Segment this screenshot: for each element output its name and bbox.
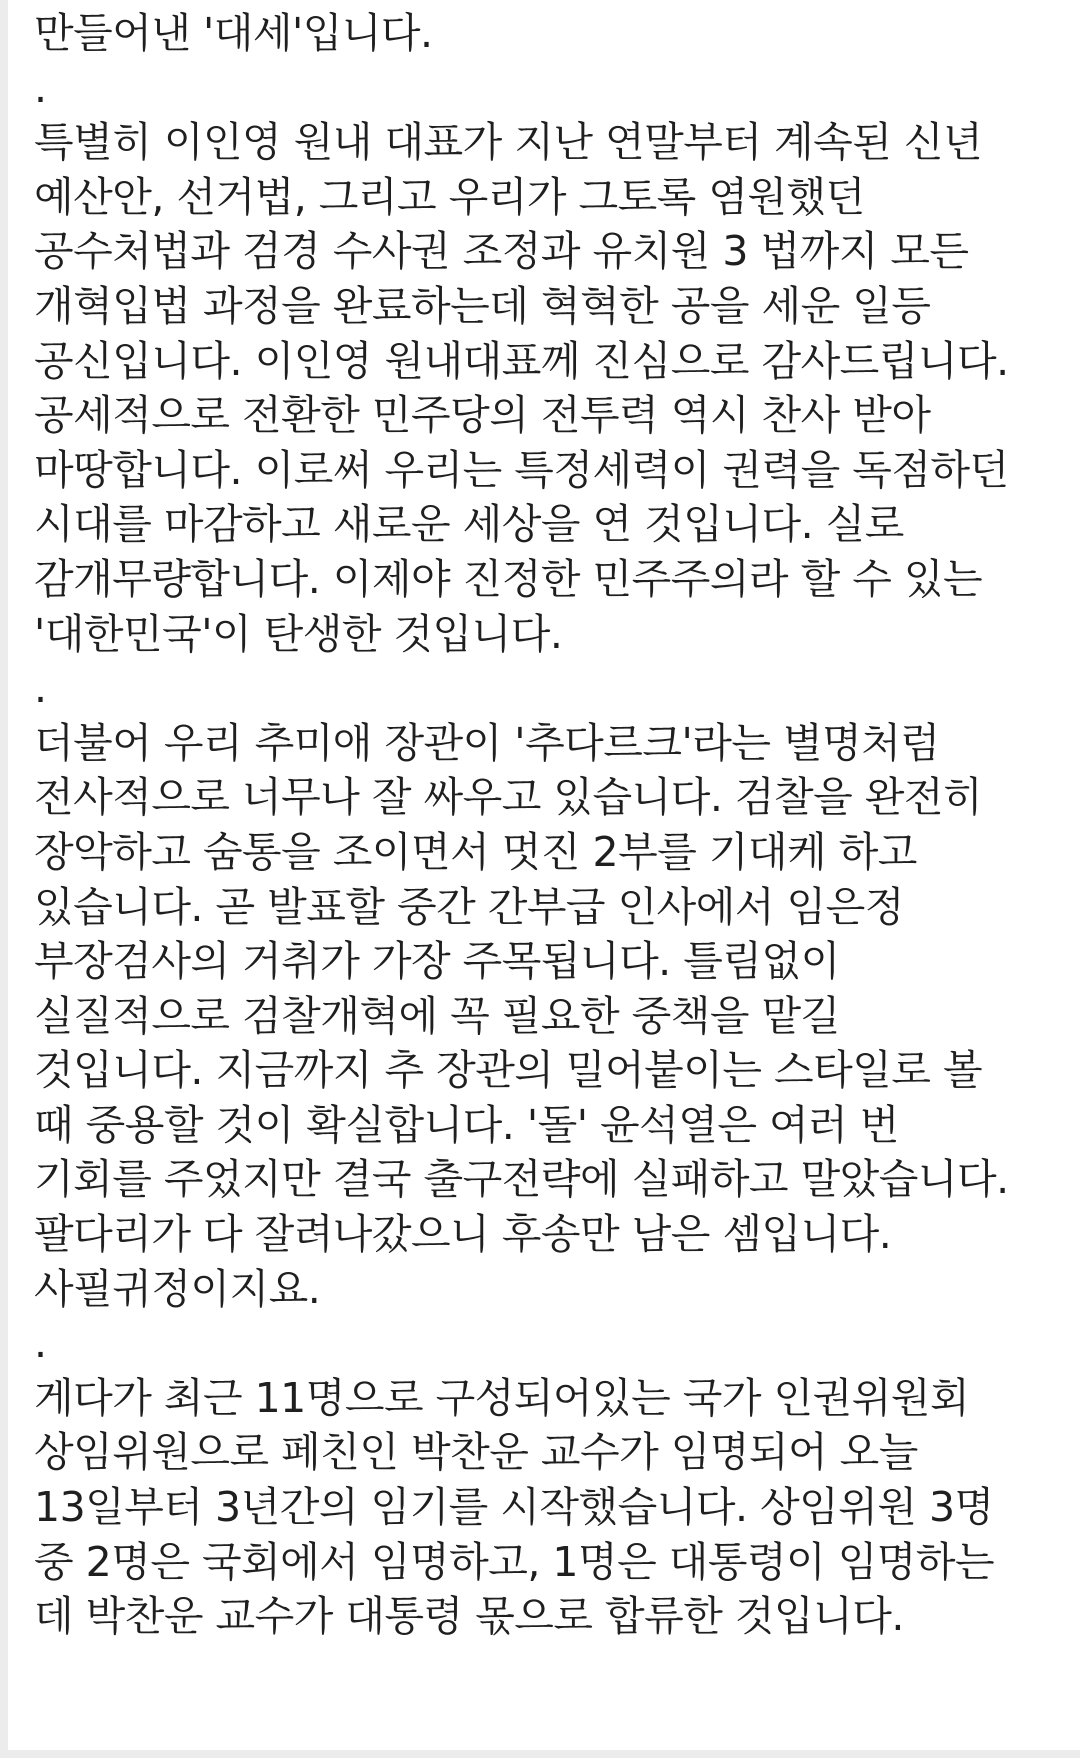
text-line: 공세적으로 전환한 민주당의 전투력 역시 찬사 받아 xyxy=(34,391,931,440)
text-line: 마땅합니다. 이로써 우리는 특정세력이 권력을 독점하던 xyxy=(34,445,1009,494)
separator-dot: . xyxy=(34,63,48,112)
text-line: 공신입니다. 이인영 원내대표께 진심으로 감사드립니다. xyxy=(34,336,1009,385)
text-line: 게다가 최근 11명으로 구성되어있는 국가 인권위원회 xyxy=(34,1373,970,1422)
text-line: 중 2명은 국회에서 임명하고, 1명은 대통령이 임명하는 xyxy=(34,1537,995,1586)
text-line: 팔다리가 다 잘려나갔으니 후송만 남은 셈입니다. xyxy=(34,1210,892,1259)
separator-dot: . xyxy=(34,1319,48,1368)
text-line: 사필귀정이지요. xyxy=(34,1264,321,1313)
text-line: 부장검사의 거취가 가장 주목됩니다. 틀림없이 xyxy=(34,937,840,986)
text-line: 장악하고 숨통을 조이면서 멋진 2부를 기대케 하고 xyxy=(34,827,917,876)
text-line: 있습니다. 곧 발표할 중간 간부급 인사에서 임은정 xyxy=(34,882,904,931)
bottom-divider xyxy=(0,1750,1080,1758)
text-line: 전사적으로 너무나 잘 싸우고 있습니다. 검찰을 완전히 xyxy=(34,773,983,822)
separator-dot: . xyxy=(34,664,48,713)
text-line: '대한민국'이 탄생한 것입니다. xyxy=(34,609,563,658)
text-line: 만들어낸 '대세'입니다. xyxy=(34,9,433,57)
text-line: 상임위원으로 페친인 박찬운 교수가 임명되어 오늘 xyxy=(34,1428,918,1477)
text-line: 데 박찬운 교수가 대통령 몫으로 합류한 것입니다. xyxy=(34,1592,904,1641)
text-line: 예산안, 선거법, 그리고 우리가 그토록 염원했던 xyxy=(34,172,865,221)
text-line: 특별히 이인영 원내 대표가 지난 연말부터 계속된 신년 xyxy=(34,118,983,167)
text-line: 것입니다. 지금까지 추 장관의 밀어붙이는 스타일로 볼 xyxy=(34,1046,983,1095)
text-line: 공수처법과 검경 수사권 조정과 유치원 3 법까지 모든 xyxy=(34,227,969,276)
text-line: 13일부터 3년간의 임기를 시작했습니다. 상임위원 3명 xyxy=(34,1483,994,1532)
text-line: 실질적으로 검찰개혁에 꼭 필요한 중책을 맡길 xyxy=(34,991,840,1040)
post-text xyxy=(34,6,1074,1644)
text-line: 시대를 마감하고 새로운 세상을 연 것입니다. 실로 xyxy=(34,500,904,549)
text-line: 때 중용할 것이 확실합니다. '돌' 윤석열은 여러 번 xyxy=(34,1100,899,1149)
text-line: 기회를 주었지만 결국 출구전략에 실패하고 말았습니다. xyxy=(34,1155,1009,1204)
text-line: 더불어 우리 추미애 장관이 '추다르크'라는 별명처럼 xyxy=(34,718,940,767)
left-divider xyxy=(0,0,8,1758)
text-line: 개혁입법 과정을 완료하는데 혁혁한 공을 세운 일등 xyxy=(34,281,931,330)
text-line: 감개무량합니다. 이제야 진정한 민주주의라 할 수 있는 xyxy=(34,554,983,603)
